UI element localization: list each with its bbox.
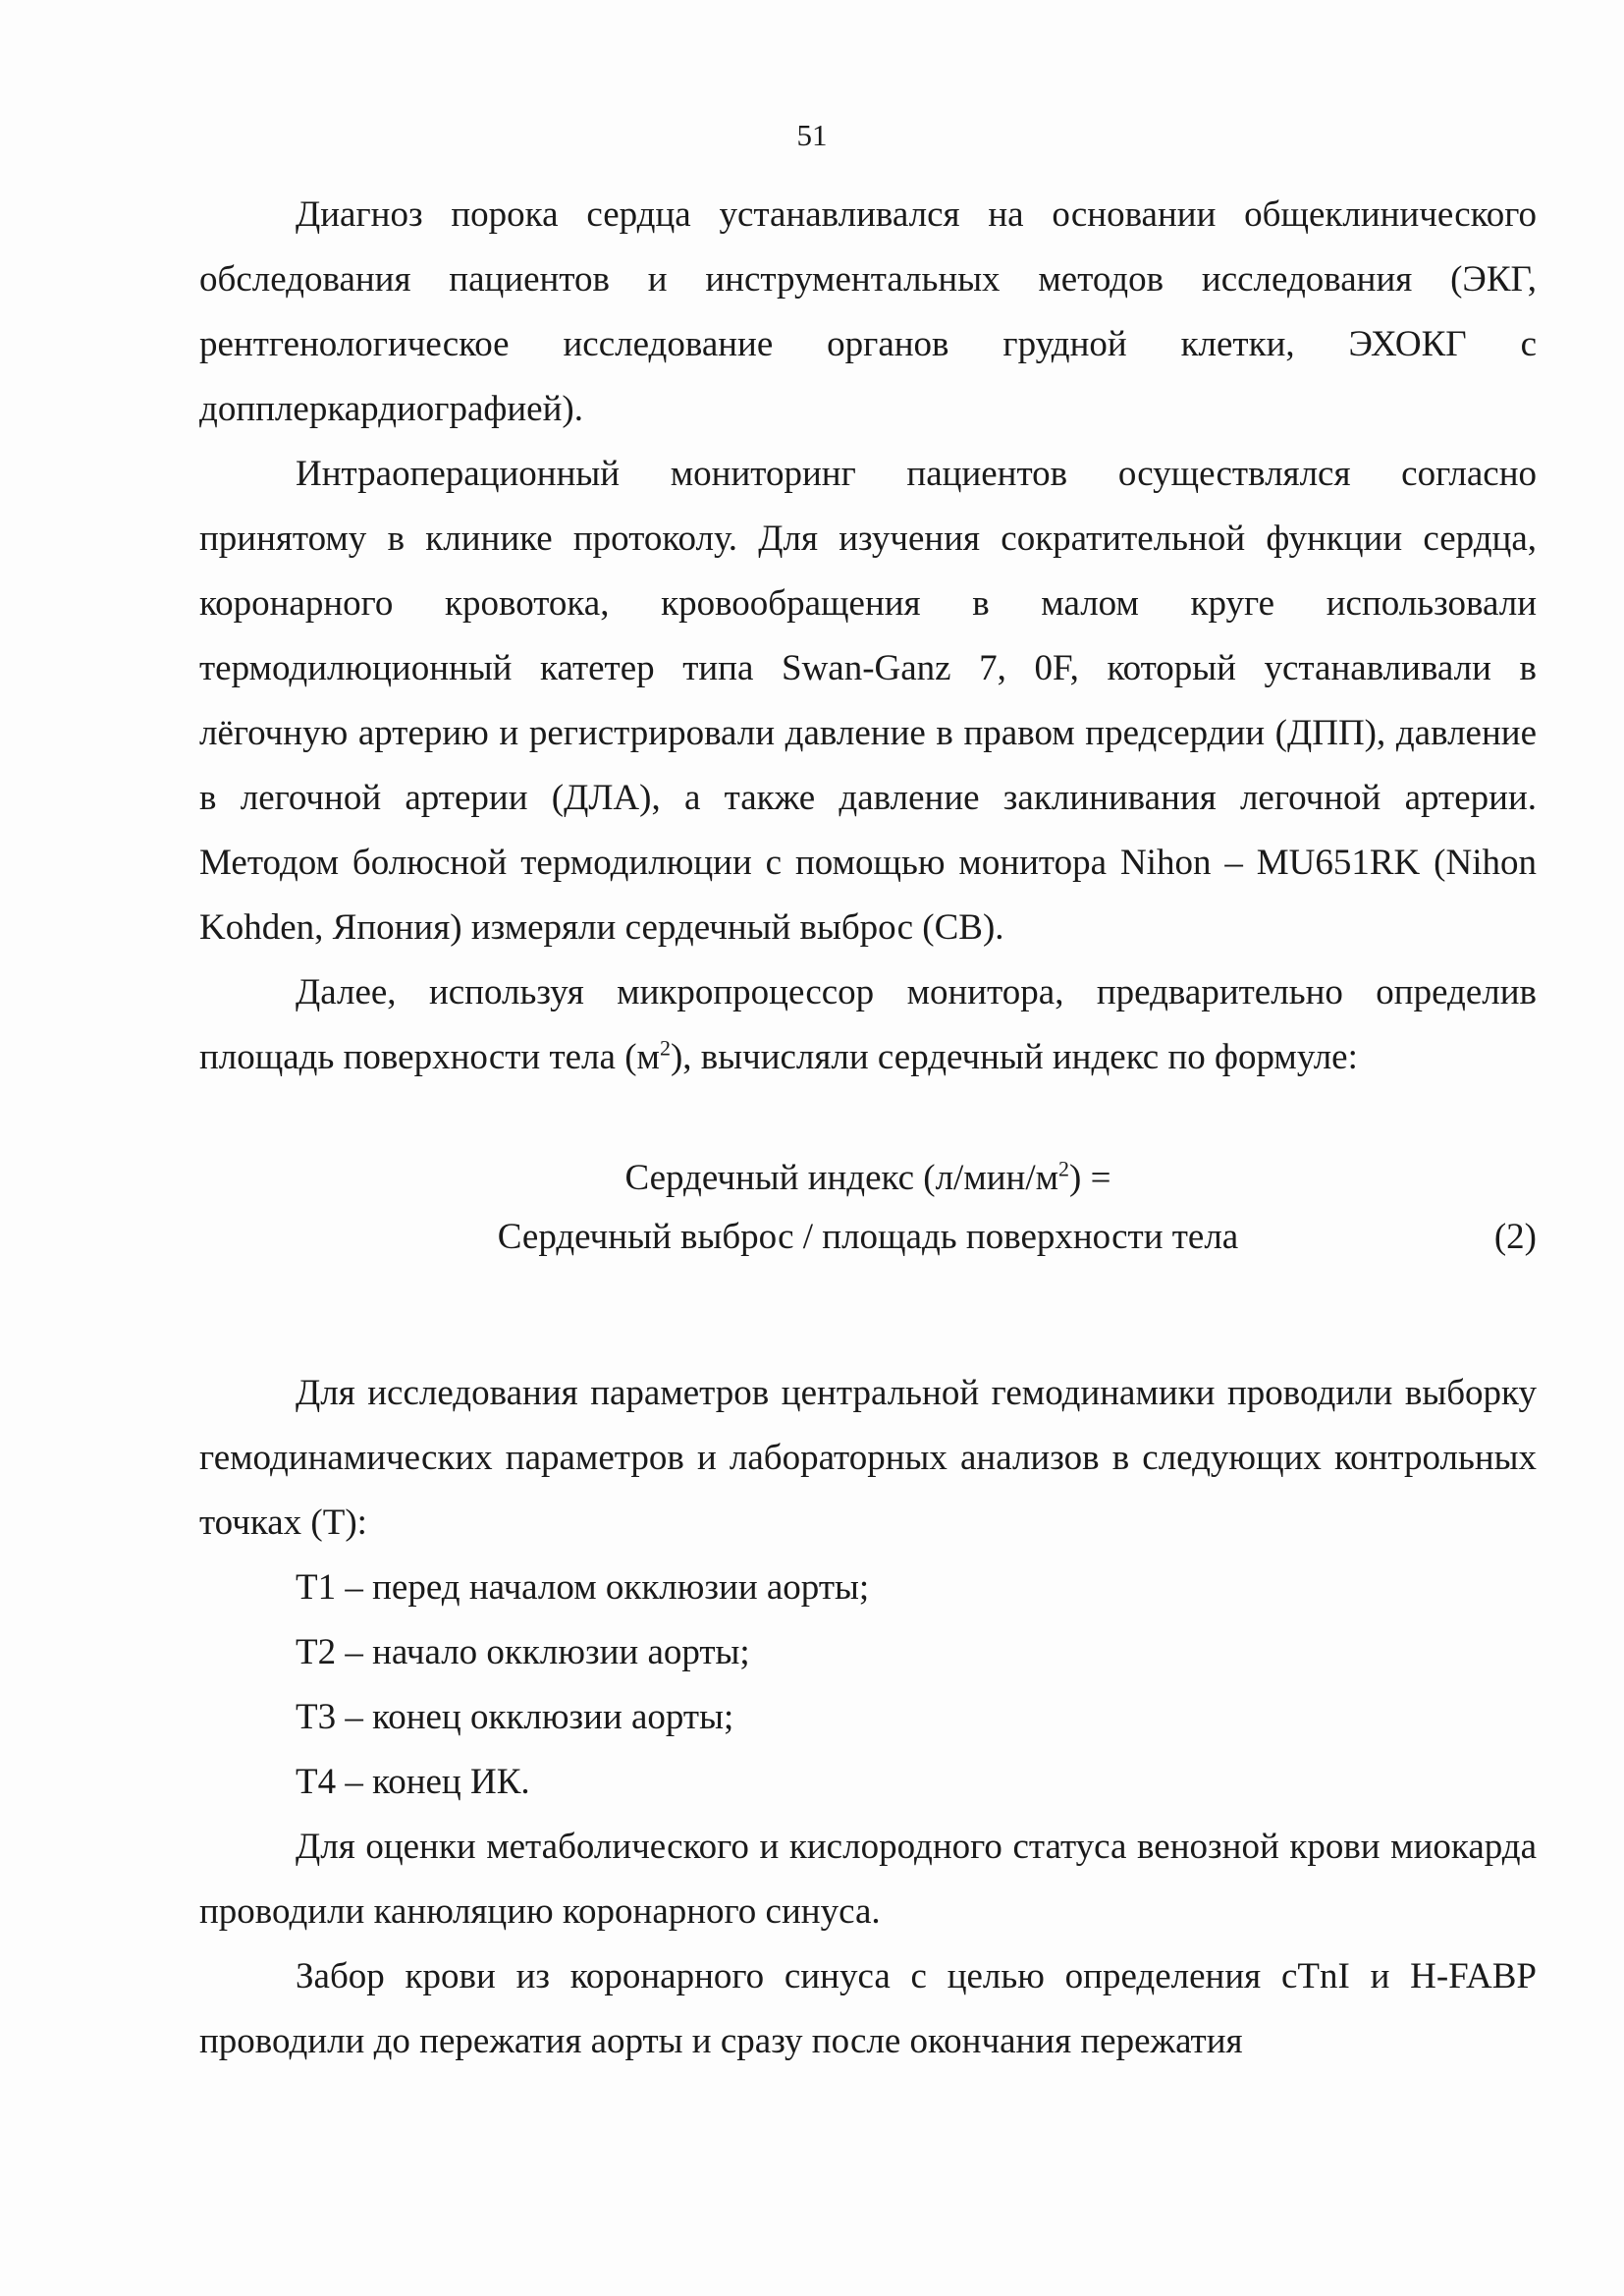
paragraph-control-points: Для исследования параметров центральной гемодинамики проводили выборку гемодинамических параметров и лабораторных анализов в следующих контрольных точках (Т): (199, 1373, 1537, 1543)
list-item-t4: Т4 – конец ИК. (296, 1762, 530, 1802)
formula-lhs: Сердечный индекс (л/мин/м (624, 1158, 1059, 1198)
paragraph-body-surface (199, 960, 1537, 1090)
document-body (199, 183, 1537, 2074)
list-item-t2: Т2 – начало окклюзии аорты; (296, 1632, 750, 1672)
list-item-t3: Т3 – конец окклюзии аорты; (296, 1697, 734, 1737)
formula-block (199, 1090, 1537, 1285)
paragraph-monitoring: Интраоперационный мониторинг пациентов осуществлялся согласно принятому в клинике протоколу. Для изучения сократительной функции сердца, коронарного кровотока, кровообращения в малом круге использовали термодилюционный катетер типа Swan-Ganz 7, 0F, который устанавливали в лёгочную артерию и регистрировали давление в правом предсердии (ДПП), давление в легочной артерии (ДЛА), а также давление заклинивания легочной артерии. Методом болюсной термодилюции с помощью монитора Nihon – MU651RK (Nihon Kohden, Япония) измеряли сердечный выброс (СВ). (199, 454, 1537, 948)
paragraph-body-surface-text-end: ), вычисляли сердечный индекс по формуле: (670, 1037, 1358, 1077)
list-item-t1: Т1 – перед началом окклюзии аорты; (296, 1567, 870, 1608)
spacer (199, 1285, 1537, 1361)
formula-line-2: Сердечный выброс / площадь поверхности тела (497, 1217, 1239, 1257)
paragraph-blood-sampling: Забор крови из коронарного синуса с целью определения cTnI и H-FABP проводили до пережатия аорты и сразу после окончания пережатия (199, 1956, 1537, 2061)
paragraph-diagnosis: Диагноз порока сердца устанавливался на основании общеклинического обследования пациентов и инструментальных методов исследования (ЭКГ, рентгенологическое исследование органов грудной клетки, ЭХОКГ с допплеркардиографией). (199, 194, 1537, 429)
page-number: 51 (796, 118, 828, 152)
superscript-2: 2 (659, 1035, 671, 1061)
paragraph-metabolic: Для оценки метаболического и кислородного статуса венозной крови миокарда проводили канюляцию коронарного синуса. (199, 1827, 1537, 1932)
paragraph-body-surface-text: Далее, используя микропроцессор монитора, предварительно определив площадь поверхности тела (м (199, 972, 1537, 1077)
equation-number: (2) (1493, 1217, 1537, 1257)
formula-line-1 (199, 1149, 1537, 1208)
formula-equals: ) = (1069, 1158, 1111, 1198)
formula-superscript: 2 (1058, 1156, 1070, 1181)
